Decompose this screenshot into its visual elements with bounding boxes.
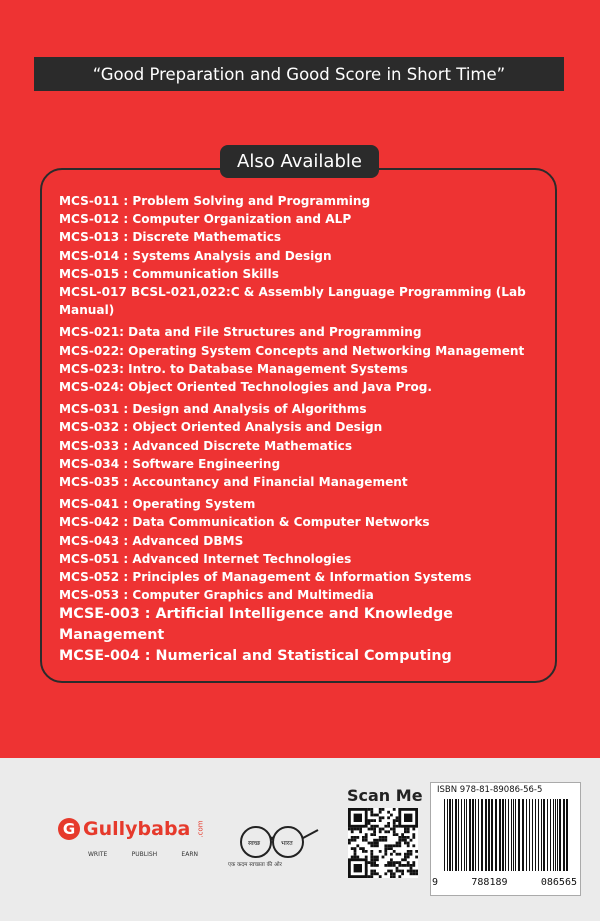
course-group xyxy=(59,192,559,319)
course-item: MCS-052 : Principles of Management & Information Systems xyxy=(59,570,472,585)
course-item: MCSL-017 BCSL-021,022:C & Assembly Language Programming (Lab Manual) xyxy=(59,285,526,318)
course-item: MCS-053 : Computer Graphics and Multimedia xyxy=(59,588,374,603)
barcode-digit-lead: 9 xyxy=(432,877,439,888)
barcode-digits xyxy=(432,877,577,888)
publisher-tag-publish: PUBLISH xyxy=(131,851,158,858)
course-group xyxy=(59,323,559,396)
publisher-name: Gullybaba xyxy=(83,818,191,840)
course-item: MCS-012 : Computer Organization and ALP xyxy=(59,212,352,227)
barcode-digits-right: 086565 xyxy=(540,877,577,888)
barcode xyxy=(442,799,572,871)
course-item: MCS-024: Object Oriented Technologies and Java Prog. xyxy=(59,380,433,395)
publisher-tag-earn: EARN xyxy=(181,851,198,858)
course-item: MCS-034 : Software Engineering xyxy=(59,456,281,471)
barcode-digits-left: 788189 xyxy=(471,877,508,888)
course-group xyxy=(59,495,559,667)
course-item: MCS-013 : Discrete Mathematics xyxy=(59,230,282,245)
also-available-badge xyxy=(220,145,379,178)
course-item: MCS-033 : Advanced Discrete Mathematics xyxy=(59,438,353,453)
publisher-tagline xyxy=(88,851,198,858)
course-item: MCS-021: Data and File Structures and Programming xyxy=(59,325,422,340)
course-list xyxy=(59,192,559,671)
publisher-domain: .com xyxy=(196,820,205,838)
course-item: MCSE-003 : Artificial Intelligence and Knowledge Management xyxy=(59,606,453,644)
course-item: MCS-014 : Systems Analysis and Design xyxy=(59,248,332,263)
tagline-banner xyxy=(34,57,564,91)
also-available-label: Also Available xyxy=(237,151,362,172)
course-group xyxy=(59,400,559,491)
course-item: MCS-042 : Data Communication & Computer Networks xyxy=(59,515,430,530)
swachh-right-word: भारत xyxy=(281,840,293,847)
course-item: MCS-023: Intro. to Database Management Systems xyxy=(59,361,408,376)
swachh-caption: एक कदम स्वच्छता की ओर xyxy=(228,862,282,868)
course-item: MCS-011 : Problem Solving and Programming xyxy=(59,194,371,208)
publisher-tag-write: WRITE xyxy=(88,851,108,858)
course-item: MCS-022: Operating System Concepts and Networking Management xyxy=(59,343,525,358)
scan-me-label: Scan Me xyxy=(347,786,423,805)
course-item: MCSE-004 : Numerical and Statistical Computing xyxy=(59,648,452,665)
course-item: MCS-032 : Object Oriented Analysis and Design xyxy=(59,420,383,435)
course-item: MCS-035 : Accountancy and Financial Management xyxy=(59,475,408,490)
publisher-logo-mark: G xyxy=(58,818,80,840)
publisher-logo xyxy=(58,818,210,840)
course-item: MCS-051 : Advanced Internet Technologies xyxy=(59,551,352,566)
qr-code[interactable] xyxy=(348,808,418,878)
swachh-left-word: स्वच्छ xyxy=(248,840,261,847)
isbn-number: ISBN 978-81-89086-56-5 xyxy=(437,785,543,795)
course-item: MCS-015 : Communication Skills xyxy=(59,266,279,281)
course-item: MCS-041 : Operating System xyxy=(59,497,256,512)
tagline-text: “Good Preparation and Good Score in Short Time” xyxy=(92,64,506,84)
course-item: MCS-031 : Design and Analysis of Algorithms xyxy=(59,402,367,417)
course-item: MCS-043 : Advanced DBMS xyxy=(59,533,244,548)
